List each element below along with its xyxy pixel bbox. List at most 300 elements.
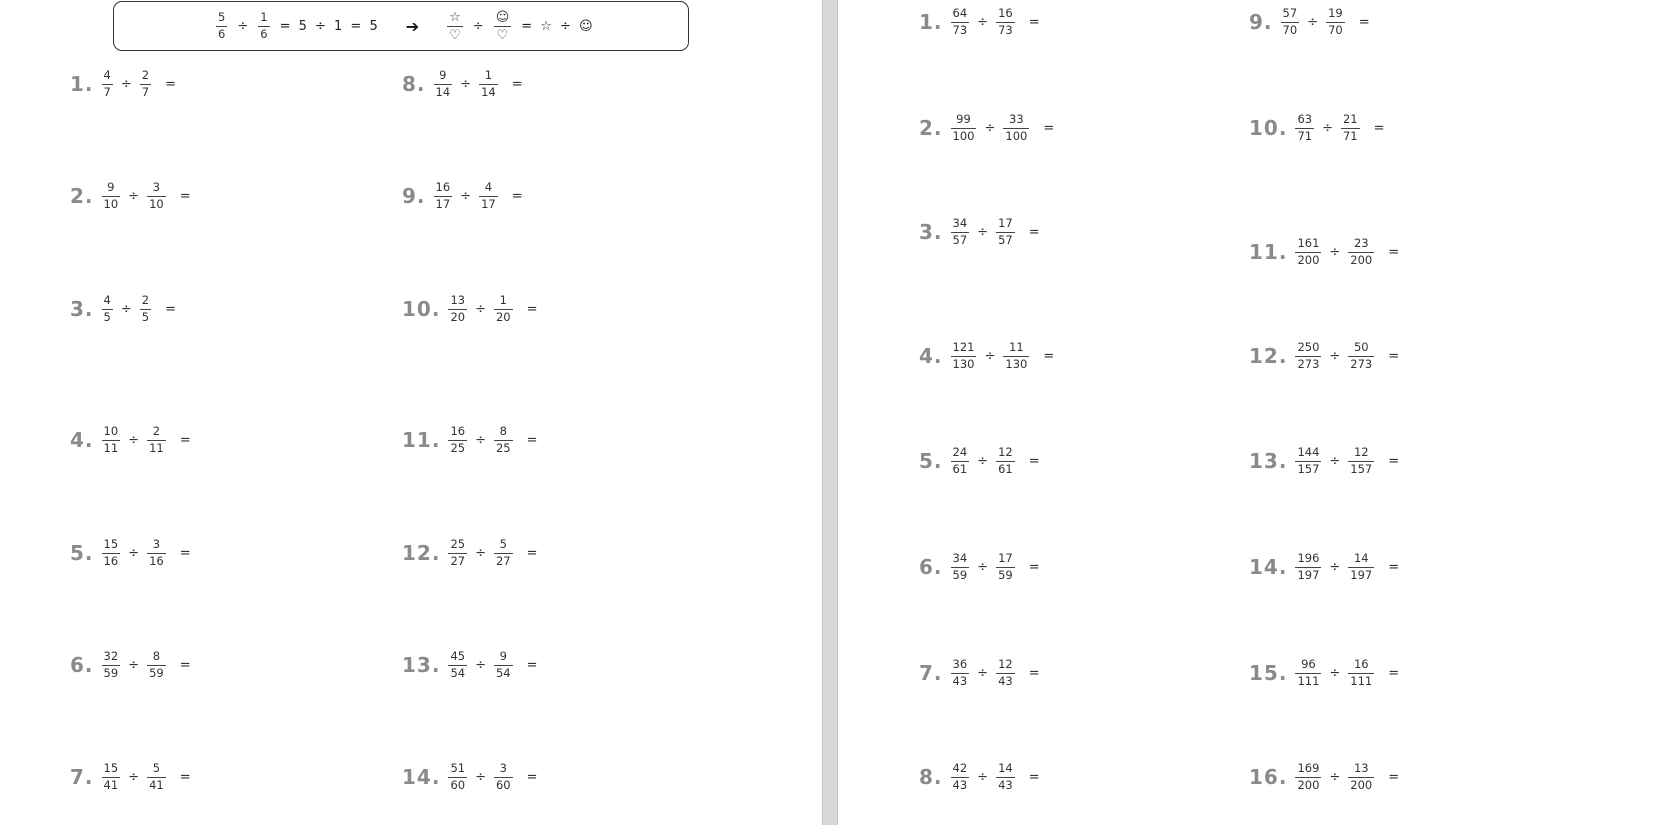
fraction [494,651,513,679]
denominator: 16 [103,553,119,568]
divide-sign: ÷ [1329,559,1341,575]
fraction [1341,114,1360,142]
problem-item [1249,111,1385,145]
numerator: 34 [952,551,968,565]
fraction [448,763,467,791]
divide-sign: ÷ [475,301,486,317]
numerator: 16 [450,424,466,438]
fraction [996,763,1015,791]
problem-number: 11. [402,428,441,452]
problem-number: 3. [919,220,943,244]
problem-item [919,5,1040,39]
numerator: 57 [1282,6,1298,20]
numerator: 10 [103,424,119,438]
denominator: 16 [149,553,164,568]
divide-sign: ÷ [475,769,486,785]
problem-number: 9. [402,184,426,208]
numerator: 23 [1353,236,1369,250]
problem-item [70,292,176,326]
problem-item [919,339,1054,373]
numerator: 13 [450,293,466,307]
denominator: 27 [450,553,466,568]
denominator: 41 [103,777,119,792]
problem-item [919,550,1040,584]
equals-sign: = [179,545,191,561]
denominator: 20 [495,309,511,324]
problem-item [70,67,176,101]
equals-sign: = [526,301,538,317]
divide-sign: ÷ [977,769,989,785]
numerator: 32 [103,649,119,663]
problem-item [919,760,1040,794]
equals-sign: = [1028,14,1040,30]
divide-sign: ÷ [128,545,140,561]
fraction [951,8,970,36]
divide-sign: ÷ [977,453,989,469]
equals-sign: = [179,769,191,785]
denominator: 200 [1350,252,1373,267]
numerator: 99 [956,112,971,126]
denominator: 59 [952,567,968,582]
problem-number: 14. [1249,555,1288,579]
fraction [996,8,1015,36]
fraction [494,426,513,454]
fraction [1295,553,1321,581]
fraction [479,70,498,98]
denominator: 111 [1297,673,1320,688]
example-fraction [216,12,227,40]
numerator: 4 [103,68,111,82]
problem-number: 6. [70,653,94,677]
fraction [147,182,166,210]
denominator: 17 [481,196,496,211]
fraction [1348,238,1374,266]
smiley-symbol: ☺ [495,9,510,25]
numerator: 9 [499,649,507,663]
equals-sign: = [1373,120,1385,136]
denominator: 197 [1350,567,1373,582]
equals-sign: = [1028,559,1040,575]
denominator: 73 [998,22,1013,37]
fraction [1348,659,1374,687]
fraction [147,651,166,679]
denominator: 200 [1350,777,1373,792]
fraction [147,539,166,567]
numerator: 4 [103,293,111,307]
fraction [102,426,121,454]
divide-sign: ÷ [1329,769,1341,785]
fraction [102,539,121,567]
heart-symbol: ♡ [449,27,461,43]
example-numeric [216,2,593,50]
denominator: 71 [1297,128,1313,143]
numerator: 16 [998,6,1013,20]
divide-sign: ÷ [984,348,996,364]
denominator: 59 [149,665,164,680]
numerator: 19 [1328,6,1343,20]
divide-sign: ÷ [1329,665,1341,681]
denominator: 71 [1342,128,1358,143]
fraction [147,763,166,791]
problem-item [402,179,523,213]
problem-number: 4. [70,428,94,452]
denominator: 100 [952,128,975,143]
numerator: 45 [450,649,466,663]
problem-number: 15. [1249,661,1288,685]
equals-sign: = [1388,244,1400,260]
divide-sign: ÷ [128,432,140,448]
problem-number: 10. [402,297,441,321]
equals-sign: = [526,545,538,561]
numerator: 63 [1297,112,1313,126]
denominator: 130 [952,356,975,371]
numerator: 50 [1353,340,1369,354]
divide-sign: ÷ [984,120,996,136]
fraction [951,763,970,791]
divide-sign: ÷ [460,76,472,92]
divide-sign: ÷ [475,432,486,448]
numerator: 1 [260,10,268,24]
denominator: 11 [103,440,119,455]
problem-number: 2. [70,184,94,208]
fraction [951,342,977,370]
example-result: = ☆ ÷ ☺ [521,18,593,34]
denominator: 70 [1282,22,1298,37]
equals-sign: = [526,657,538,673]
numerator: 169 [1297,761,1320,775]
fraction [494,295,513,323]
problem-item [402,760,538,794]
equals-sign: = [1043,120,1055,136]
divide-sign: ÷ [977,14,989,30]
denominator: 200 [1297,777,1320,792]
denominator: 59 [998,567,1013,582]
divide-sign: ÷ [1329,348,1341,364]
fraction [1326,8,1345,36]
denominator: 273 [1297,356,1320,371]
denominator: 6 [218,26,226,41]
denominator: 73 [952,22,968,37]
equals-sign: = [1028,224,1040,240]
problem-item [1249,339,1399,373]
equals-sign: = [526,432,538,448]
numerator: 12 [1353,445,1369,459]
numerator: 64 [952,6,968,20]
problem-number: 8. [919,765,943,789]
denominator: 61 [998,461,1013,476]
divide-sign: ÷ [1329,244,1341,260]
fraction [1003,342,1029,370]
denominator: 41 [149,777,164,792]
fraction [102,70,113,98]
equals-sign: = [1043,348,1055,364]
fraction [479,182,498,210]
numerator: 3 [152,180,161,194]
fraction [1295,114,1314,142]
fraction [1003,114,1029,142]
denominator: 60 [495,777,511,792]
divide-sign: ÷ [128,188,140,204]
divide-sign: ÷ [475,545,486,561]
example-fraction [258,12,269,40]
denominator: 59 [103,665,119,680]
equals-sign: = [511,76,523,92]
fraction [1295,447,1321,475]
denominator: 20 [450,309,466,324]
numerator: 4 [484,180,493,194]
problem-number: 6. [919,555,943,579]
problem-number: 1. [70,72,94,96]
problem-item [1249,235,1399,269]
example-box [113,1,689,51]
denominator: 273 [1350,356,1373,371]
fraction [1295,238,1321,266]
denominator: 10 [103,196,119,211]
divide-sign: ÷ [1307,14,1319,30]
equals-sign: = [1028,453,1040,469]
fraction [1348,553,1374,581]
problem-item [1249,5,1370,39]
fraction [1348,447,1374,475]
problem-item [70,536,191,570]
numerator: 8 [152,649,161,663]
denominator: 10 [149,196,164,211]
denominator: 27 [495,553,511,568]
divide-sign: ÷ [977,224,989,240]
problem-item [70,760,191,794]
numerator: 161 [1297,236,1320,250]
denominator: 7 [103,84,111,99]
numerator: 96 [1301,657,1316,671]
numerator: 17 [998,551,1013,565]
numerator: 121 [952,340,975,354]
fraction [996,553,1015,581]
fraction [494,763,513,791]
numerator: 144 [1297,445,1320,459]
example-symbol-fraction [494,11,512,42]
denominator: 157 [1350,461,1373,476]
denominator: 70 [1328,22,1343,37]
fraction [1281,8,1300,36]
denominator: 43 [998,777,1013,792]
problem-number: 12. [402,541,441,565]
numerator: 9 [107,180,115,194]
problem-number: 14. [402,765,441,789]
fraction [951,553,970,581]
fraction [1295,659,1321,687]
problem-item [1249,656,1399,690]
fraction [102,763,121,791]
fraction [1348,342,1374,370]
denominator: 14 [435,84,451,99]
numerator: 8 [499,424,507,438]
numerator: 16 [1353,657,1369,671]
divide-sign: ÷ [120,76,132,92]
arrow-right-icon: ➔ [405,16,420,36]
page-gutter [822,0,838,825]
divide-sign: ÷ [128,769,140,785]
worksheet-page-right [838,0,1665,825]
numerator: 33 [1009,112,1024,126]
fraction [1295,763,1321,791]
worksheet-page-left [0,0,822,825]
divide-sign: ÷ [1329,453,1341,469]
numerator: 5 [499,537,507,551]
equals-sign: = [511,188,523,204]
fraction [996,218,1015,246]
problem-item [919,111,1054,145]
numerator: 5 [218,10,226,24]
equals-sign: = [526,769,538,785]
equals-sign: = [1358,14,1370,30]
problem-item [402,423,538,457]
problem-number: 9. [1249,10,1273,34]
equals-sign: = [179,432,191,448]
numerator: 5 [152,761,161,775]
denominator: 111 [1350,673,1373,688]
divide-sign: ÷ [237,18,249,34]
numerator: 17 [998,216,1013,230]
divide-sign: ÷ [128,657,140,673]
problem-number: 7. [919,661,943,685]
fraction [951,218,970,246]
fraction [951,659,970,687]
divide-sign: ÷ [120,301,132,317]
problem-number: 3. [70,297,94,321]
denominator: 5 [141,309,150,324]
problem-number: 2. [919,116,943,140]
problem-item [1249,444,1399,478]
problem-item [1249,550,1399,584]
denominator: 7 [141,84,150,99]
equals-sign: = [1388,769,1400,785]
denominator: 197 [1297,567,1320,582]
numerator: 16 [435,180,451,194]
denominator: 11 [149,440,164,455]
denominator: 6 [260,26,268,41]
numerator: 250 [1297,340,1320,354]
fraction [140,70,151,98]
numerator: 34 [952,216,968,230]
numerator: 36 [952,657,968,671]
fraction [434,182,453,210]
problem-number: 5. [919,449,943,473]
problem-number: 1. [919,10,943,34]
denominator: 57 [952,232,968,247]
numerator: 12 [998,657,1013,671]
divide-sign: ÷ [977,665,989,681]
fraction [102,651,121,679]
denominator: 54 [450,665,466,680]
problem-number: 8. [402,72,426,96]
fraction [1295,342,1321,370]
denominator: 54 [495,665,511,680]
equals-sign: = [165,301,176,317]
denominator: 43 [952,673,968,688]
problem-number: 11. [1249,240,1288,264]
fraction [996,659,1015,687]
problem-item [70,648,191,682]
numerator: 196 [1297,551,1320,565]
problem-item [70,179,191,213]
denominator: 25 [495,440,511,455]
problem-item [70,423,191,457]
star-symbol: ☆ [449,9,461,25]
fraction [494,539,513,567]
numerator: 42 [952,761,968,775]
heart-symbol: ♡ [496,27,509,43]
equals-sign: = [1388,453,1400,469]
denominator: 43 [952,777,968,792]
problem-item [919,444,1040,478]
denominator: 60 [450,777,466,792]
example-work: = 5 ÷ 1 = 5 [279,18,378,34]
problem-number: 10. [1249,116,1288,140]
equals-sign: = [1388,559,1400,575]
equals-sign: = [1388,665,1400,681]
fraction [102,295,113,323]
numerator: 3 [499,761,507,775]
problem-item [919,656,1040,690]
problem-item [1249,760,1399,794]
problem-number: 16. [1249,765,1288,789]
numerator: 2 [141,293,150,307]
problem-number: 12. [1249,344,1288,368]
divide-sign: ÷ [472,18,484,34]
equals-sign: = [1028,665,1040,681]
numerator: 2 [152,424,161,438]
fraction [448,426,467,454]
numerator: 14 [998,761,1013,775]
problem-number: 13. [1249,449,1288,473]
problem-number: 4. [919,344,943,368]
problem-item [402,648,538,682]
fraction [434,70,453,98]
fraction [448,295,467,323]
numerator: 25 [450,537,466,551]
denominator: 200 [1297,252,1320,267]
equals-sign: = [1388,348,1400,364]
denominator: 157 [1297,461,1320,476]
denominator: 5 [103,309,111,324]
equals-sign: = [179,188,191,204]
fraction [448,651,467,679]
problem-number: 5. [70,541,94,565]
numerator: 12 [998,445,1013,459]
numerator: 15 [103,761,119,775]
denominator: 61 [952,461,968,476]
fraction [1348,763,1374,791]
divide-sign: ÷ [460,188,472,204]
fraction [996,447,1015,475]
divide-sign: ÷ [1322,120,1333,136]
numerator: 21 [1342,112,1358,126]
numerator: 3 [152,537,161,551]
denominator: 14 [481,84,496,99]
numerator: 51 [450,761,466,775]
problem-item [919,215,1040,249]
fraction [448,539,467,567]
numerator: 2 [141,68,150,82]
numerator: 24 [952,445,968,459]
numerator: 1 [499,293,507,307]
example-symbol-fraction [447,11,463,42]
fraction [951,447,970,475]
fraction [102,182,121,210]
numerator: 1 [484,68,493,82]
denominator: 57 [998,232,1013,247]
denominator: 43 [998,673,1013,688]
